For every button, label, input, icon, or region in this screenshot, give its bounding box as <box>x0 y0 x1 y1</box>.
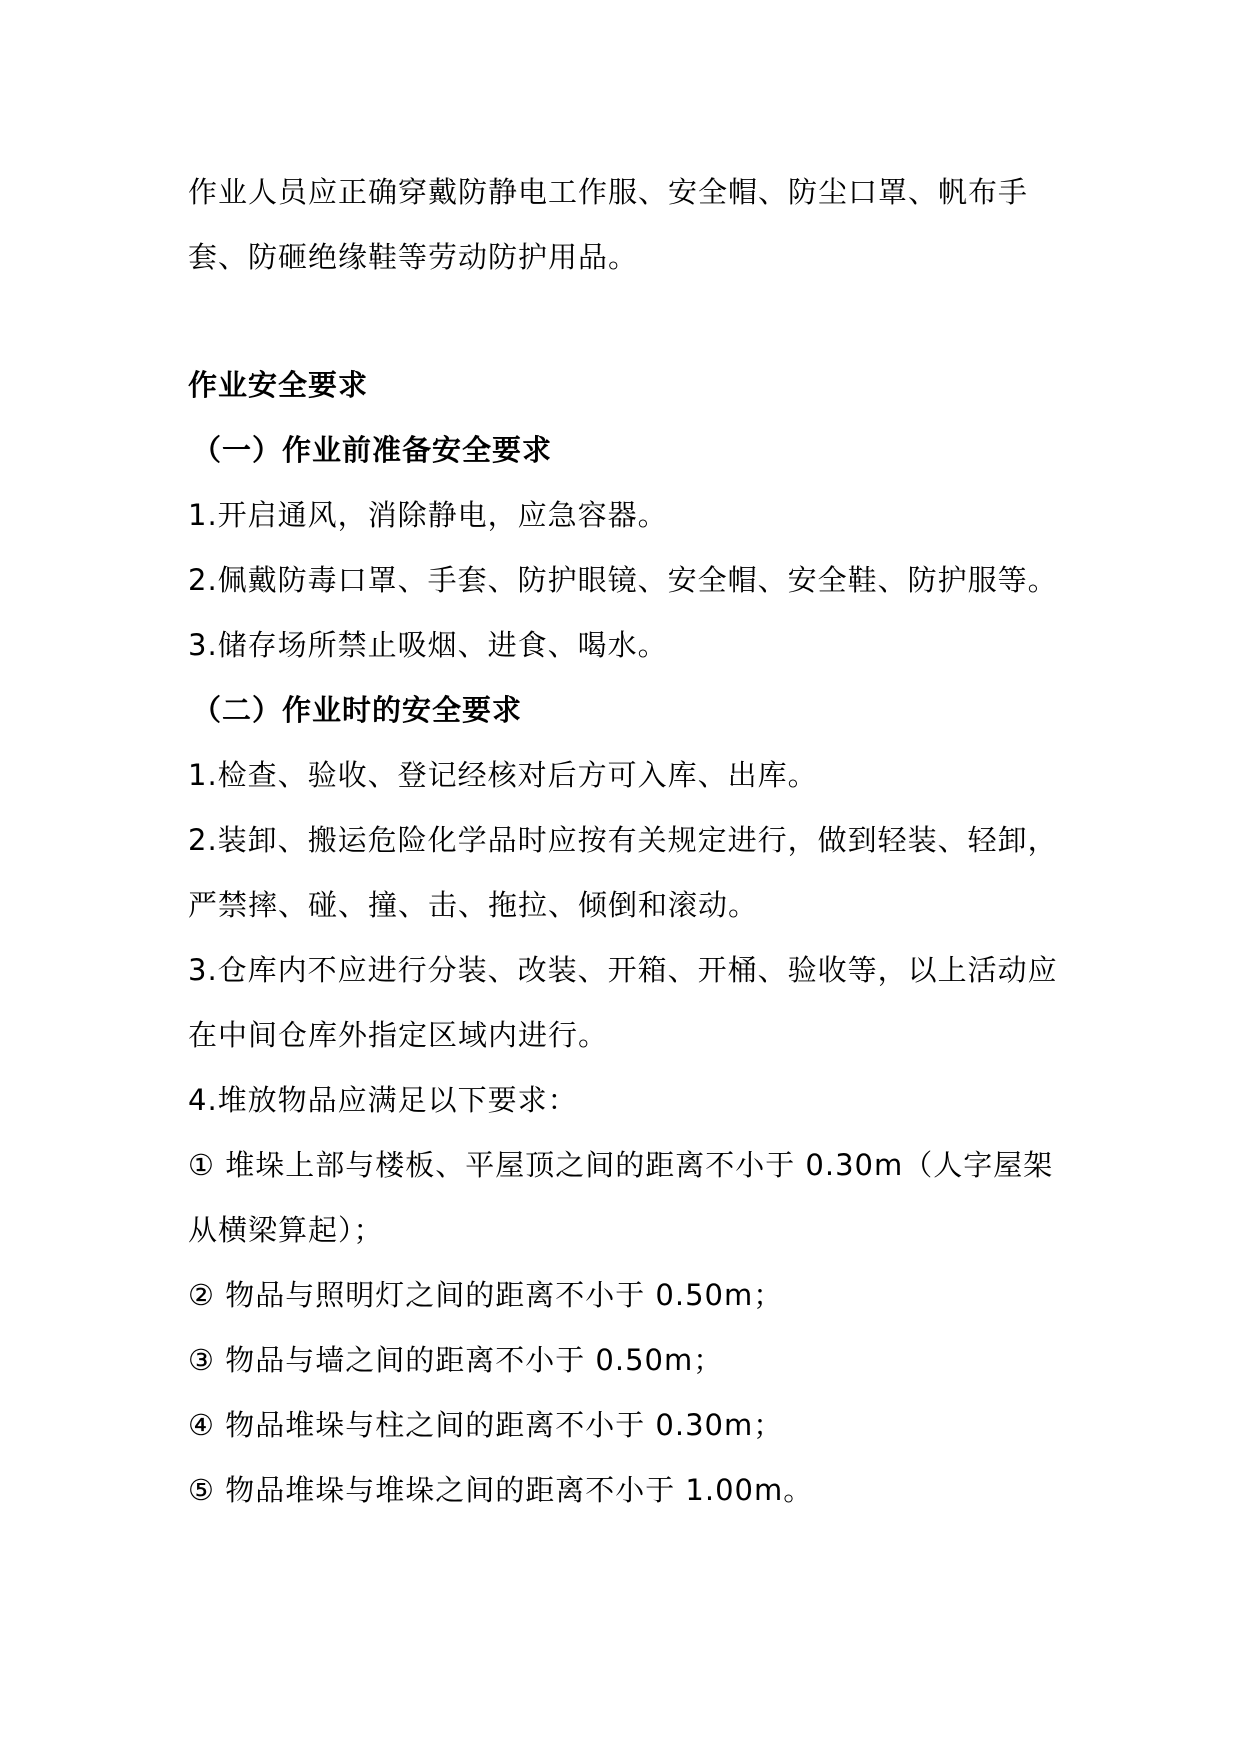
part2-item: 3.仓库内不应进行分装、改装、开箱、开桶、验收等，以上活动应在中间仓库外指定区域内进行。 <box>188 953 1058 1052</box>
requirement-item: ④ 物品堆垛与柱之间的距离不小于 0.30m； <box>188 1408 784 1442</box>
document-page <box>188 160 1068 1523</box>
part1-item: 3.储存场所禁止吸烟、进食、喝水。 <box>188 628 668 662</box>
part1-item: 2.佩戴防毒口罩、手套、防护眼镜、安全帽、安全鞋、防护服等。 <box>188 563 1058 597</box>
spacer <box>188 290 1068 353</box>
section-title: 作业安全要求 <box>188 368 369 402</box>
part2-item: 1.检查、验收、登记经核对后方可入库、出库。 <box>188 758 818 792</box>
intro-paragraph: 作业人员应正确穿戴防静电工作服、安全帽、防尘口罩、帆布手套、防砸绝缘鞋等劳动防护用品。 <box>188 175 1029 274</box>
requirement-item: ⑤ 物品堆垛与堆垛之间的距离不小于 1.00m。 <box>188 1473 814 1507</box>
part2-item: 2.装卸、搬运危险化学品时应按有关规定进行，做到轻装、轻卸，严禁摔、碰、撞、击、拖拉、倾倒和滚动。 <box>188 823 1058 922</box>
requirement-item: ② 物品与照明灯之间的距离不小于 0.50m； <box>188 1278 784 1312</box>
part2-heading: （二）作业时的安全要求 <box>192 693 523 727</box>
part2-item: 4.堆放物品应满足以下要求： <box>188 1083 578 1117</box>
requirement-item: ③ 物品与墙之间的距离不小于 0.50m； <box>188 1343 724 1377</box>
part1-item: 1.开启通风，消除静电，应急容器。 <box>188 498 668 532</box>
requirement-item: ① 堆垛上部与楼板、平屋顶之间的距离不小于 0.30m（人字屋架从横梁算起）； <box>188 1148 1054 1247</box>
part1-heading: （一）作业前准备安全要求 <box>192 433 553 467</box>
